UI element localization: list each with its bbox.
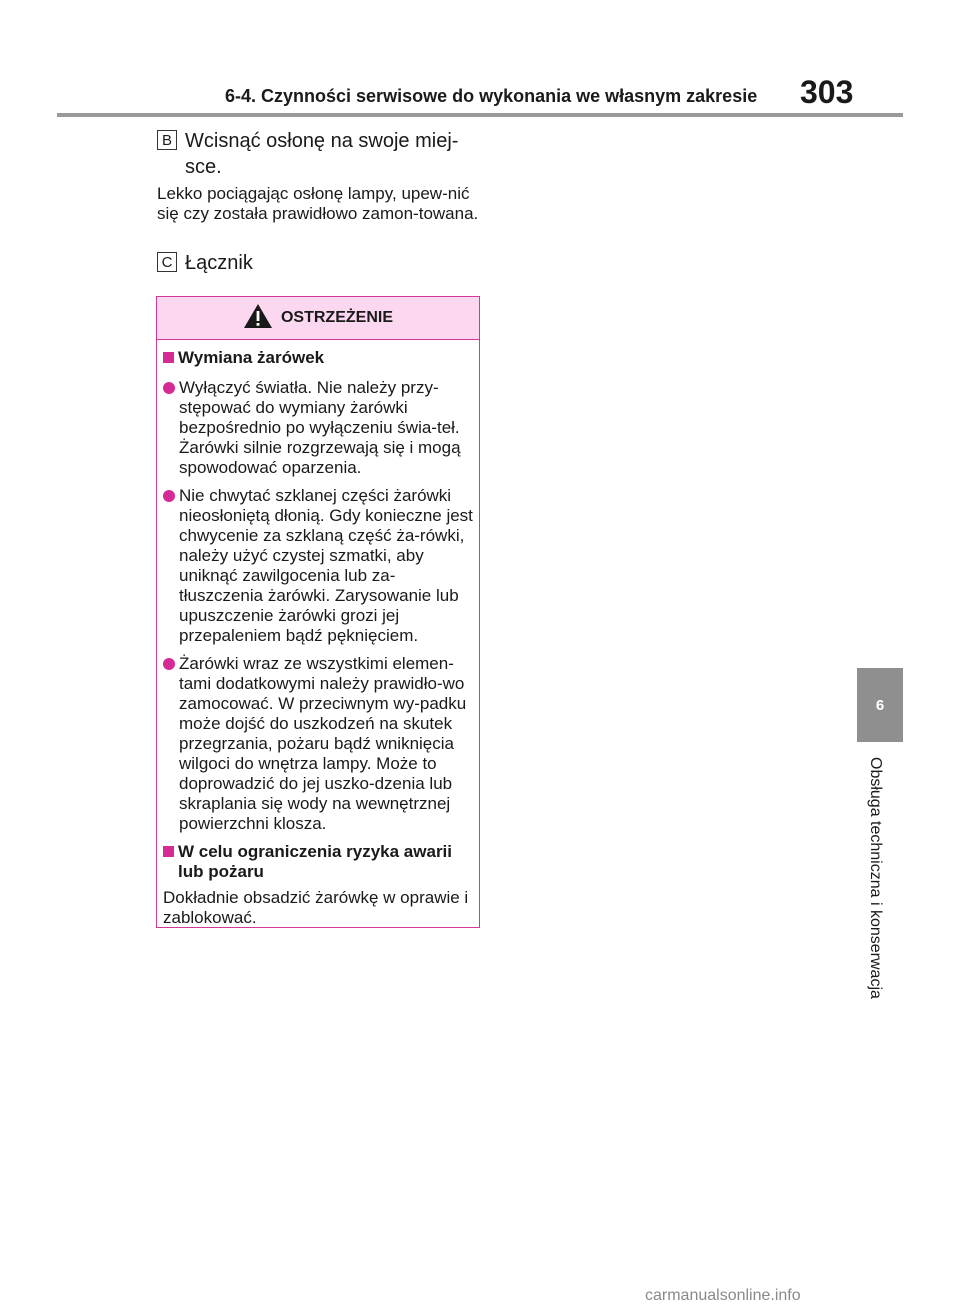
warning-subheading xyxy=(163,842,473,882)
header-section-title: 6-4. Czynności serwisowe do wykonania we własnym zakresie xyxy=(225,86,758,106)
chapter-label: Obsługa techniczna i konserwacja xyxy=(867,757,884,999)
warning-box xyxy=(156,296,480,928)
step-b-label: B xyxy=(157,130,177,150)
warning-bullet xyxy=(163,378,473,478)
step-b xyxy=(157,128,480,180)
warning-header xyxy=(157,297,479,340)
step-b-note: Lekko pociągając osłonę lampy, upew-nić się czy została prawidłowo zamon-towana. xyxy=(157,184,479,223)
warning-triangle-icon xyxy=(243,303,273,334)
warning-content xyxy=(157,340,479,928)
warning-bullet xyxy=(163,654,473,834)
round-bullet-icon xyxy=(163,490,175,502)
chapter-tab[interactable] xyxy=(857,668,903,742)
round-bullet-icon xyxy=(163,658,175,670)
square-bullet-icon xyxy=(163,352,174,363)
step-b-text: Wcisnąć osłonę na swoje miej-sce. xyxy=(185,130,459,178)
warning-subheading-text: Wymiana żarówek xyxy=(178,348,325,367)
warning-bullet-text: Wyłączyć światła. Nie należy przy-stępować do wymiany żarówki bezpośrednio po wyłączeniu świa-teł. Żarówki silnie rozgrzewają się i mogą spowodować oparzenia. xyxy=(179,378,461,477)
page-number: 303 xyxy=(800,74,854,110)
warning-title: OSTRZEŻENIE xyxy=(280,309,393,326)
warning-bullet xyxy=(163,486,473,646)
step-c-text: Łącznik xyxy=(185,252,253,274)
round-bullet-icon xyxy=(163,382,175,394)
chapter-number: 6 xyxy=(875,696,885,714)
warning-bullet-text: Nie chwytać szklanej części żarówki nieosłoniętą dłonią. Gdy konieczne jest chwycenie za szklaną część ża-rówki, należy użyć czystej szmatki, aby uniknąć zawilgocenia lub za-tłuszczenia żarówki. Zarysowanie lub upuszczenie żarówki grozi jej przepaleniem bądź pęknięciem. xyxy=(179,486,473,645)
warning-text: Dokładnie obsadzić żarówkę w oprawie i zablokować. xyxy=(163,888,469,927)
step-c-label: C xyxy=(157,252,177,272)
warning-subheading xyxy=(163,348,473,368)
header-rule xyxy=(57,113,903,117)
watermark: carmanualsonline.info xyxy=(645,1287,801,1304)
square-bullet-icon xyxy=(163,846,174,857)
warning-subheading-text: W celu ograniczenia ryzyka awarii lub pożaru xyxy=(178,842,453,881)
step-c xyxy=(157,250,480,276)
warning-bullet-text: Żarówki wraz ze wszystkimi elemen-tami dodatkowymi należy prawidło-wo zamocować. W przeciwnym wy-padku może dojść do uszkodzeń na skutek przegrzania, pożaru bądź wniknięcia wilgoci do wnętrza lampy. Może to doprowadzić do jej uszko-dzenia lub skraplania się wody na wewnętrznej powierzchni klosza. xyxy=(179,654,467,833)
